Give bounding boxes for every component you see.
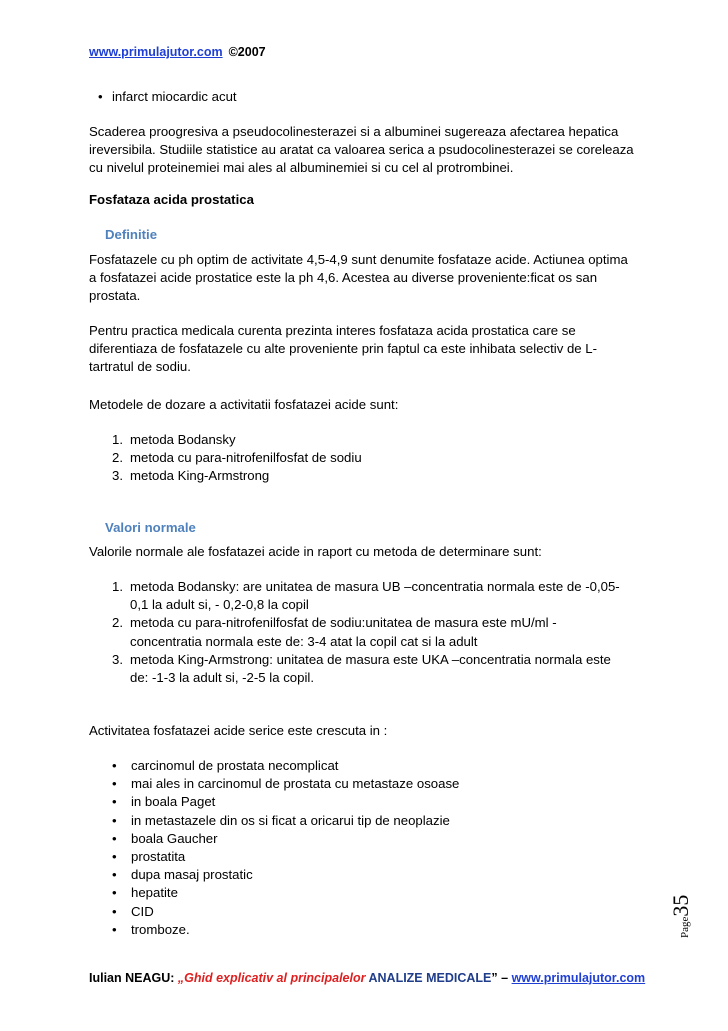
list-item-text: metoda King-Armstrong xyxy=(130,468,270,484)
text-line: ireversibila. Studiile statistice au aratat ca valoarea serica a psudocolinesterazei se coreleaza xyxy=(89,142,634,158)
header-site-link[interactable]: www.primulajutor.com xyxy=(89,45,223,59)
bullet-icon: • xyxy=(112,867,117,883)
list-item: 3. metoda King-Armstrong: unitatea de masura este UKA –concentratia normala este de: -1-3 la adult si, -2-5 la copil. xyxy=(112,651,652,687)
page-number-value: 35 xyxy=(668,894,693,917)
footer-guide-title: Ghid explicativ al principalelor xyxy=(184,971,366,985)
list-item-text: metoda cu para-nitrofenilfosfat de sodiu:unitatea de masura este mU/ml - xyxy=(130,615,557,631)
list-item-text: infarct miocardic acut xyxy=(112,89,237,104)
list-item: • mai ales in carcinomul de prostata cu metastaze osoase xyxy=(112,775,512,793)
text-line: Pentru practica medicala curenta prezinta interes fosfataza acida prostatica care se xyxy=(89,323,576,338)
list-item: • in metastazele din os si ficat a oricarui tip de neoplazie xyxy=(112,812,512,830)
text-line: Fosfatazele cu ph optim de activitate 4,5-4,9 sunt denumite fosfataze acide. Actiunea optima xyxy=(89,252,628,267)
list-item: • hepatite xyxy=(112,884,512,902)
list-item: 2. metoda cu para-nitrofenilfosfat de sodiu xyxy=(112,450,362,466)
list-item: • prostatita xyxy=(112,848,512,866)
page-number xyxy=(670,880,710,940)
text-line: tartratul de sodiu. xyxy=(89,359,191,375)
list-item: 2. metoda cu para-nitrofenilfosfat de sodiu:unitatea de masura este mU/ml - concentratia normala este de: 3-4 atat la copil cat si la adult xyxy=(112,614,652,650)
definitie-heading: Definitie xyxy=(105,227,158,242)
valori-heading: Valori normale xyxy=(105,520,196,535)
bullet-icon: • xyxy=(98,89,103,104)
bullet-icon: • xyxy=(112,776,117,792)
list-item: 1. metoda Bodansky: are unitatea de masura UB –concentratia normala este de -0,05- 0,1 la adult si, - 0,2-0,8 la copil xyxy=(112,578,652,614)
list-item: • dupa masaj prostatic xyxy=(112,866,512,884)
bullet-icon: • xyxy=(112,903,117,919)
text-line: Scaderea proogresiva a pseudocolinesterazei si a albuminei sugereaza afectarea hepatica xyxy=(89,124,619,139)
list-item: • CID xyxy=(112,903,512,921)
list-item-text: metoda Bodansky xyxy=(130,432,236,447)
footer-open-quote: „ xyxy=(177,971,185,985)
list-item: • boala Gaucher xyxy=(112,830,512,848)
text-line: cu nivelul proteinemiei mai ales al albuminemiei si cu cel al protrombinei. xyxy=(89,160,514,176)
list-item-text: metoda King-Armstrong: unitatea de masura este UKA –concentratia normala este xyxy=(130,651,611,667)
footer-author: Iulian NEAGU: xyxy=(89,971,175,985)
bullet-icon: • xyxy=(112,758,117,773)
list-item xyxy=(98,88,237,106)
bullet-icon: • xyxy=(112,848,117,864)
text-line: a fosfatazei acide prostatice este la ph 4,6. Acestea au diverse proveniente:ficat os san xyxy=(89,270,598,286)
list-item: 1. metoda Bodansky xyxy=(112,432,236,447)
list-item-text: de: -1-3 la adult si, -2-5 la copil. xyxy=(130,670,314,686)
section-title: Fosfataza acida prostatica xyxy=(89,192,254,207)
definitie-paragraph-2 xyxy=(89,322,659,377)
list-item-text: metoda Bodansky: are unitatea de masura UB –concentratia normala este de -0,05- xyxy=(130,579,620,594)
list-item-text: 0,1 la adult si, - 0,2-0,8 la copil xyxy=(130,597,309,613)
footer-analyses: ANALIZE MEDICALE xyxy=(368,971,492,985)
list-item-text: concentratia normala este de: 3-4 atat la copil cat si la adult xyxy=(130,633,478,649)
list-item: • in boala Paget xyxy=(112,793,512,811)
text-line: diferentiaza de fosfatazele cu alte proveniente prin faptul ca este inhibata selectiv de L- xyxy=(89,341,598,357)
bullet-icon: • xyxy=(112,830,117,846)
bullet-icon: • xyxy=(112,921,117,937)
footer-site-link[interactable]: www.primulajutor.com xyxy=(511,971,646,985)
intro-paragraph xyxy=(89,123,659,178)
crescuta-list xyxy=(112,757,512,939)
valori-intro: Valorile normale ale fosfatazei acide in raport cu metoda de determinare sunt: xyxy=(89,544,542,559)
page-header xyxy=(89,43,266,61)
list-item: • carcinomul de prostata necomplicat xyxy=(112,757,512,775)
methods-list xyxy=(112,431,652,486)
list-item: 3. metoda King-Armstrong xyxy=(112,468,270,484)
list-item: • tromboze. xyxy=(112,921,512,939)
header-copyright: ©2007 xyxy=(228,45,266,59)
bullet-icon: • xyxy=(112,794,117,810)
definitie-paragraph xyxy=(89,251,659,306)
bullet-icon: • xyxy=(112,812,117,828)
valori-list xyxy=(112,578,652,687)
crescuta-intro: Activitatea fosfatazei acide serice este crescuta in : xyxy=(89,723,388,738)
list-item-text: metoda cu para-nitrofenilfosfat de sodiu xyxy=(130,450,362,466)
page-footer xyxy=(89,969,645,987)
methods-intro: Metodele de dozare a activitatii fosfatazei acide sunt: xyxy=(89,397,399,412)
bullet-icon: • xyxy=(112,885,117,901)
page-number-label: Page xyxy=(679,916,691,938)
text-line: prostata. xyxy=(89,288,141,304)
footer-close-quote: ” – xyxy=(491,971,509,985)
